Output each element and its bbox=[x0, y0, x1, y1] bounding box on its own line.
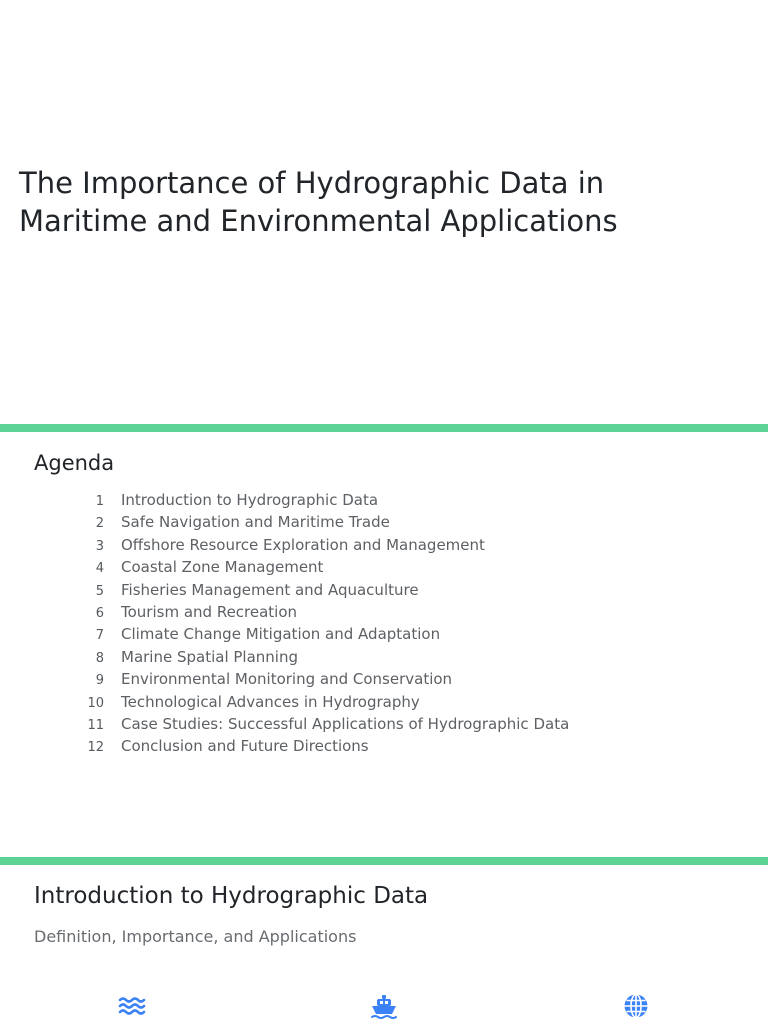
agenda-item-label: Introduction to Hydrographic Data bbox=[121, 491, 379, 509]
agenda-item bbox=[78, 601, 569, 623]
agenda-item-label: Conclusion and Future Directions bbox=[121, 737, 369, 756]
agenda-item bbox=[78, 735, 569, 757]
intro-heading: Introduction to Hydrographic Data bbox=[34, 883, 429, 909]
ship-icon bbox=[370, 993, 398, 1019]
agenda-item bbox=[78, 579, 569, 601]
agenda-heading: Agenda bbox=[34, 451, 115, 475]
section-divider bbox=[0, 857, 768, 865]
agenda-item bbox=[78, 623, 569, 645]
agenda-item-label: Coastal Zone Management bbox=[121, 558, 324, 577]
agenda-item-label: Fisheries Management and Aquaculture bbox=[121, 580, 419, 599]
water-waves-icon bbox=[118, 993, 146, 1019]
agenda-item-number: 3 bbox=[95, 538, 104, 554]
agenda-item-label: Safe Navigation and Maritime Trade bbox=[121, 513, 390, 532]
agenda-item-number: 10 bbox=[87, 695, 104, 711]
title-slide bbox=[0, 0, 768, 425]
agenda-item-label: Technological Advances in Hydrography bbox=[121, 692, 420, 711]
agenda-item bbox=[78, 691, 569, 713]
agenda-item-number: 6 bbox=[95, 605, 104, 621]
agenda-item bbox=[78, 511, 569, 533]
agenda-item bbox=[78, 534, 569, 556]
agenda-item-number: 11 bbox=[87, 717, 104, 733]
agenda-item-label: Case Studies: Successful Applications of Hydrographic Data bbox=[121, 714, 570, 733]
agenda-item bbox=[78, 713, 569, 735]
agenda-item-number: 8 bbox=[95, 650, 104, 666]
agenda-item-label: Marine Spatial Planning bbox=[121, 647, 298, 666]
agenda-item-label: Offshore Resource Exploration and Management bbox=[121, 535, 485, 554]
agenda-item-number: 9 bbox=[95, 673, 104, 689]
agenda-item bbox=[78, 489, 569, 511]
intro-subtitle: Definition, Importance, and Applications bbox=[34, 927, 357, 946]
agenda-item bbox=[78, 646, 569, 668]
agenda-item bbox=[78, 556, 569, 578]
agenda-item-number: 7 bbox=[95, 628, 104, 644]
agenda-item-number: 1 bbox=[95, 494, 104, 509]
agenda-item-number: 5 bbox=[95, 583, 104, 599]
agenda-item-label: Climate Change Mitigation and Adaptation bbox=[121, 625, 441, 644]
title-line-1: The Importance of Hydrographic Data in bbox=[19, 166, 605, 200]
agenda-item bbox=[78, 668, 569, 690]
agenda-item-label: Environmental Monitoring and Conservation bbox=[121, 670, 453, 689]
agenda-list bbox=[78, 489, 569, 758]
agenda-item-number: 12 bbox=[87, 740, 104, 756]
presentation-title bbox=[19, 164, 739, 240]
agenda-item-number: 2 bbox=[95, 516, 104, 532]
section-divider bbox=[0, 424, 768, 432]
title-line-2: Maritime and Environmental Applications bbox=[19, 204, 618, 238]
agenda-item-label: Tourism and Recreation bbox=[121, 602, 298, 621]
globe-icon bbox=[622, 993, 650, 1019]
agenda-item-number: 4 bbox=[95, 561, 104, 577]
